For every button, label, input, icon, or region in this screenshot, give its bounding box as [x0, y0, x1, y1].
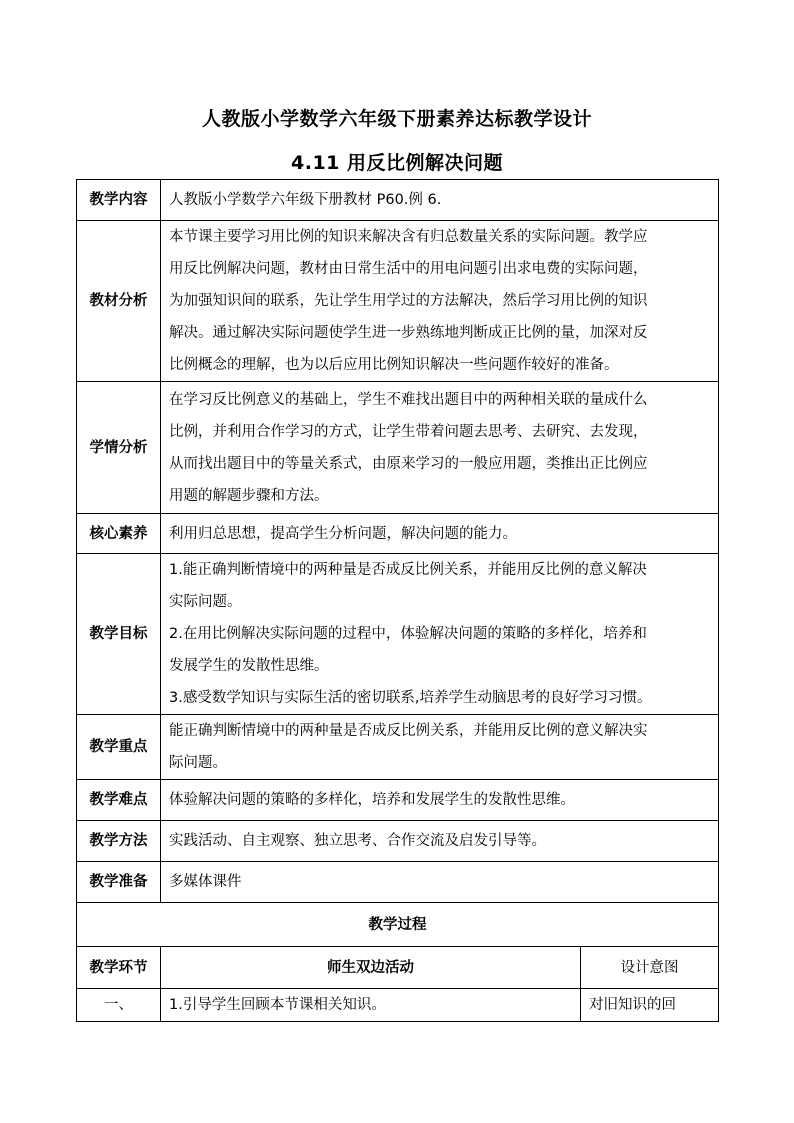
row-content — [161, 780, 719, 821]
row-content — [161, 821, 719, 862]
activity-column-header: 师生双边活动 — [161, 947, 581, 989]
row-content — [161, 221, 719, 382]
row-label: 教材分析 — [77, 221, 161, 382]
row-content — [161, 180, 719, 221]
stage-cell: 一、 — [77, 989, 161, 1022]
stage-column-header: 教学环节 — [77, 947, 161, 989]
content-line: 实践活动、自主观察、独立思考、合作交流及启发引导等。 — [169, 833, 546, 849]
process-heading: 教学过程 — [77, 903, 719, 947]
plan-row — [77, 382, 719, 514]
content-line: 人教版小学数学六年级下册教材 P60.例 6. — [169, 192, 442, 208]
row-content — [161, 862, 719, 903]
row-label: 教学重点 — [77, 715, 161, 780]
row-content — [161, 715, 719, 780]
content-line: 本节课主要学习用比例的知识来解决含有归总数量关系的实际问题。教学应 — [169, 229, 648, 245]
content-line: 多媒体课件 — [169, 874, 242, 890]
content-line: 比例概念的理解，也为以后应用比例知识解决一些问题作较好的准备。 — [169, 357, 619, 373]
row-label: 教学方法 — [77, 821, 161, 862]
document-title: 人教版小学数学六年级下册素养达标教学设计 — [201, 108, 592, 130]
plan-row — [77, 554, 719, 715]
row-label: 教学内容 — [77, 180, 161, 221]
content-line: 解决。通过解决实际问题使学生进一步熟练地判断成正比例的量，加深对反 — [169, 325, 648, 341]
row-content — [161, 554, 719, 715]
row-label: 学情分析 — [77, 382, 161, 514]
plan-row — [77, 180, 719, 221]
row-label: 核心素养 — [77, 514, 161, 554]
row-content — [161, 514, 719, 554]
process-row — [77, 989, 719, 1022]
process-header-row — [77, 947, 719, 989]
content-line: 1.能正确判断情境中的两种量是否成反比例关系，并能用反比例的意义解决 — [169, 562, 647, 578]
row-label: 教学目标 — [77, 554, 161, 715]
row-label: 教学准备 — [77, 862, 161, 903]
plan-row — [77, 221, 719, 382]
row-content — [161, 382, 719, 514]
row-label: 教学难点 — [77, 780, 161, 821]
content-line: 利用归总思想，提高学生分析问题，解决问题的能力。 — [169, 525, 517, 542]
intent-column-header: 设计意图 — [581, 947, 719, 989]
content-line: 发展学生的发散性思维。 — [169, 658, 329, 674]
content-line: 用题的解题步骤和方法。 — [169, 487, 329, 504]
content-line: 为加强知识间的联系，先让学生用学过的方法解决，然后学习用比例的知识 — [169, 293, 648, 309]
plan-row — [77, 862, 719, 903]
content-line: 际问题。 — [169, 755, 227, 771]
plan-row — [77, 821, 719, 862]
lesson-title: 4.11 用反比例解决问题 — [291, 152, 503, 174]
intent-cell: 对旧知识的回 — [581, 989, 719, 1022]
activity-cell: 1.引导学生回顾本节课相关知识。 — [161, 989, 581, 1022]
content-line: 3.感受数学知识与实际生活的密切联系,培养学生动脑思考的良好学习习惯。 — [169, 690, 652, 706]
content-line: 在学习反比例意义的基础上，学生不难找出题目中的两种相关联的量成什么 — [169, 391, 648, 408]
plan-row — [77, 715, 719, 780]
process-heading-row — [77, 903, 719, 947]
content-line: 用反比例解决问题，教材由日常生活中的用电问题引出求电费的实际问题， — [169, 261, 648, 277]
content-line: 从而找出题目中的等量关系式，由原来学习的一般应用题，类推出正比例应 — [169, 455, 648, 472]
content-line: 能正确判断情境中的两种量是否成反比例关系，并能用反比例的意义解决实 — [169, 723, 648, 739]
content-line: 2.在用比例解决实际问题的过程中，体验解决问题的策略的多样化，培养和 — [169, 626, 647, 642]
lesson-plan-body — [77, 180, 719, 1022]
lesson-plan-table — [76, 179, 719, 1022]
content-line: 实际问题。 — [169, 594, 242, 610]
content-line: 比例，并利用合作学习的方式，让学生带着问题去思考、去研究、去发现， — [169, 423, 648, 440]
content-line: 体验解决问题的策略的多样化，培养和发展学生的发散性思维。 — [169, 792, 575, 808]
plan-row — [77, 514, 719, 554]
plan-row — [77, 780, 719, 821]
